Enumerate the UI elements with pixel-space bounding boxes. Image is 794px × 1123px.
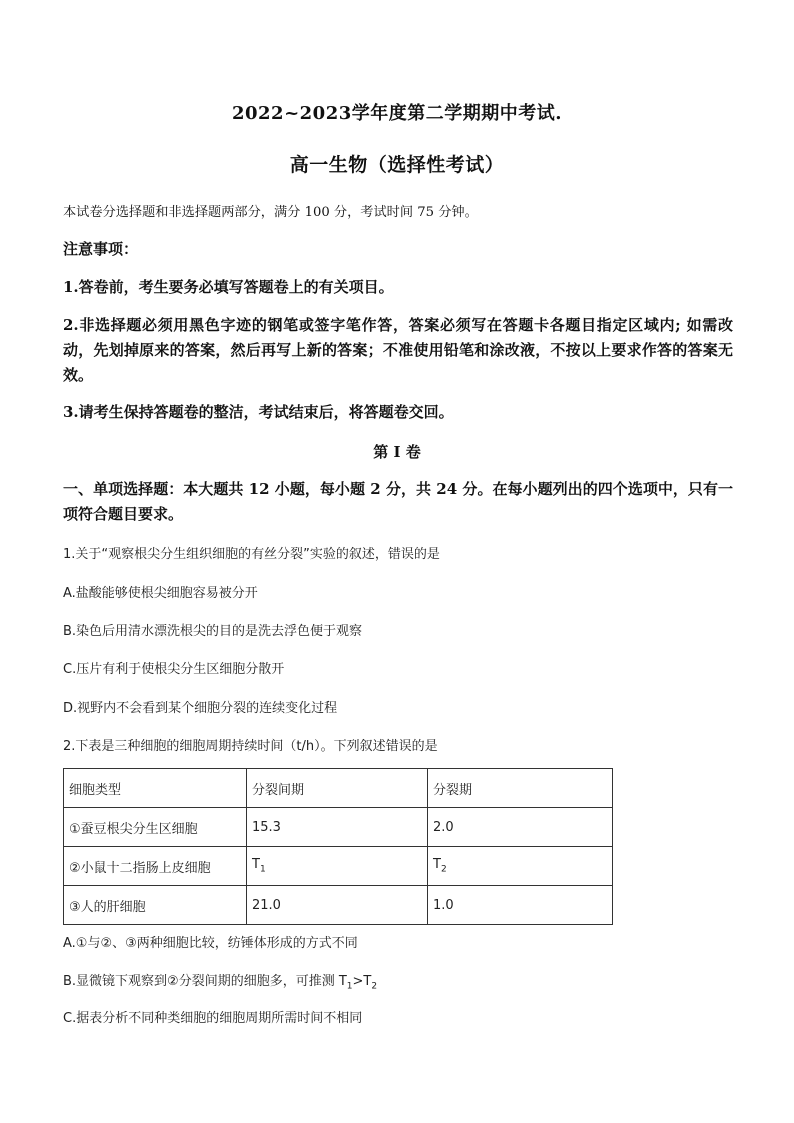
question-2-option-a: A.①与②、③两种细胞比较，纺锤体形成的方式不同 [63, 936, 358, 951]
table-row [64, 808, 613, 847]
exam-subtitle: 高一生物（选择性考试） [289, 154, 505, 176]
question-1-stem: 1.关于“观察根尖分生组织细胞的有丝分裂”实验的叙述，错误的是 [63, 547, 440, 562]
notice-heading: 注意事项： [63, 240, 139, 258]
notice-item-2: 2.非选择题必须用黑色字迹的钢笔或签字笔作答，答案必须写在答题卡各题目指定区域内; 如需改动，先划掉原来的答案，然后再写上新的答案；不准使用铅笔和涂改液，不按以上要求作答的答案无效。 [63, 316, 733, 384]
exam-title: 2022~2023学年度第二学期期中考试. [231, 103, 563, 124]
question-1-option-a: A.盐酸能够使根尖细胞容易被分开 [63, 586, 258, 601]
question-1-option-c: C.压片有利于使根尖分生区细胞分散开 [63, 662, 285, 677]
table-row [64, 886, 613, 925]
section-heading: 一、单项选择题：本大题共 12 小题，每小题 2 分，共 24 分。在每小题列出的四个选项中，只有一项符合题目要求。 [63, 480, 733, 523]
option-b-text: B.显微镜下观察到②分裂间期的细胞多，可推测 T [63, 974, 347, 989]
table-cell: 2.0 [428, 808, 613, 847]
notice-item-3: 3.请考生保持答题卷的整洁，考试结束后，将答题卷交回。 [63, 403, 454, 421]
option-b-sub-2: 2 [371, 981, 378, 992]
table-cell [428, 847, 613, 886]
table-cell: ①蚕豆根尖分生区细胞 [64, 808, 247, 847]
table-cell: 1.0 [428, 886, 613, 925]
table-cell: 21.0 [247, 886, 428, 925]
question-2-option-c: C.据表分析不同种类细胞的细胞周期所需时间不相同 [63, 1011, 363, 1026]
option-b-compare: >T [352, 974, 372, 989]
volume-label: 第 I 卷 [373, 443, 421, 461]
table-cell: 15.3 [247, 808, 428, 847]
table-cell: ②小鼠十二指肠上皮细胞 [64, 847, 247, 886]
question-2-stem: 2.下表是三种细胞的细胞周期持续时间（t/h）。下列叙述错误的是 [63, 739, 438, 754]
table-header-cell: 细胞类型 [64, 769, 247, 808]
table-cell [247, 847, 428, 886]
question-1-option-d: D.视野内不会看到某个细胞分裂的连续变化过程 [63, 701, 338, 716]
intro-text: 本试卷分选择题和非选择题两部分，满分 100 分，考试时间 75 分钟。 [63, 205, 478, 220]
table-header-row [64, 769, 613, 808]
question-2-option-b [63, 970, 377, 992]
t-symbol: T [433, 857, 441, 873]
t-symbol: T [252, 857, 260, 873]
option-b-sub-1: 1 [346, 981, 353, 992]
notice-item-1: 1.答卷前，考生要务必填写答题卷上的有关项目。 [63, 278, 394, 296]
question-1-option-b: B.染色后用清水漂洗根尖的目的是洗去浮色便于观察 [63, 624, 363, 639]
table-header-cell: 分裂期 [428, 769, 613, 808]
cell-cycle-table [63, 768, 613, 925]
table-header-cell: 分裂间期 [247, 769, 428, 808]
table-row [64, 847, 613, 886]
subscript-2: 2 [440, 864, 447, 875]
table-cell: ③人的肝细胞 [64, 886, 247, 925]
subscript-1: 1 [259, 864, 266, 875]
